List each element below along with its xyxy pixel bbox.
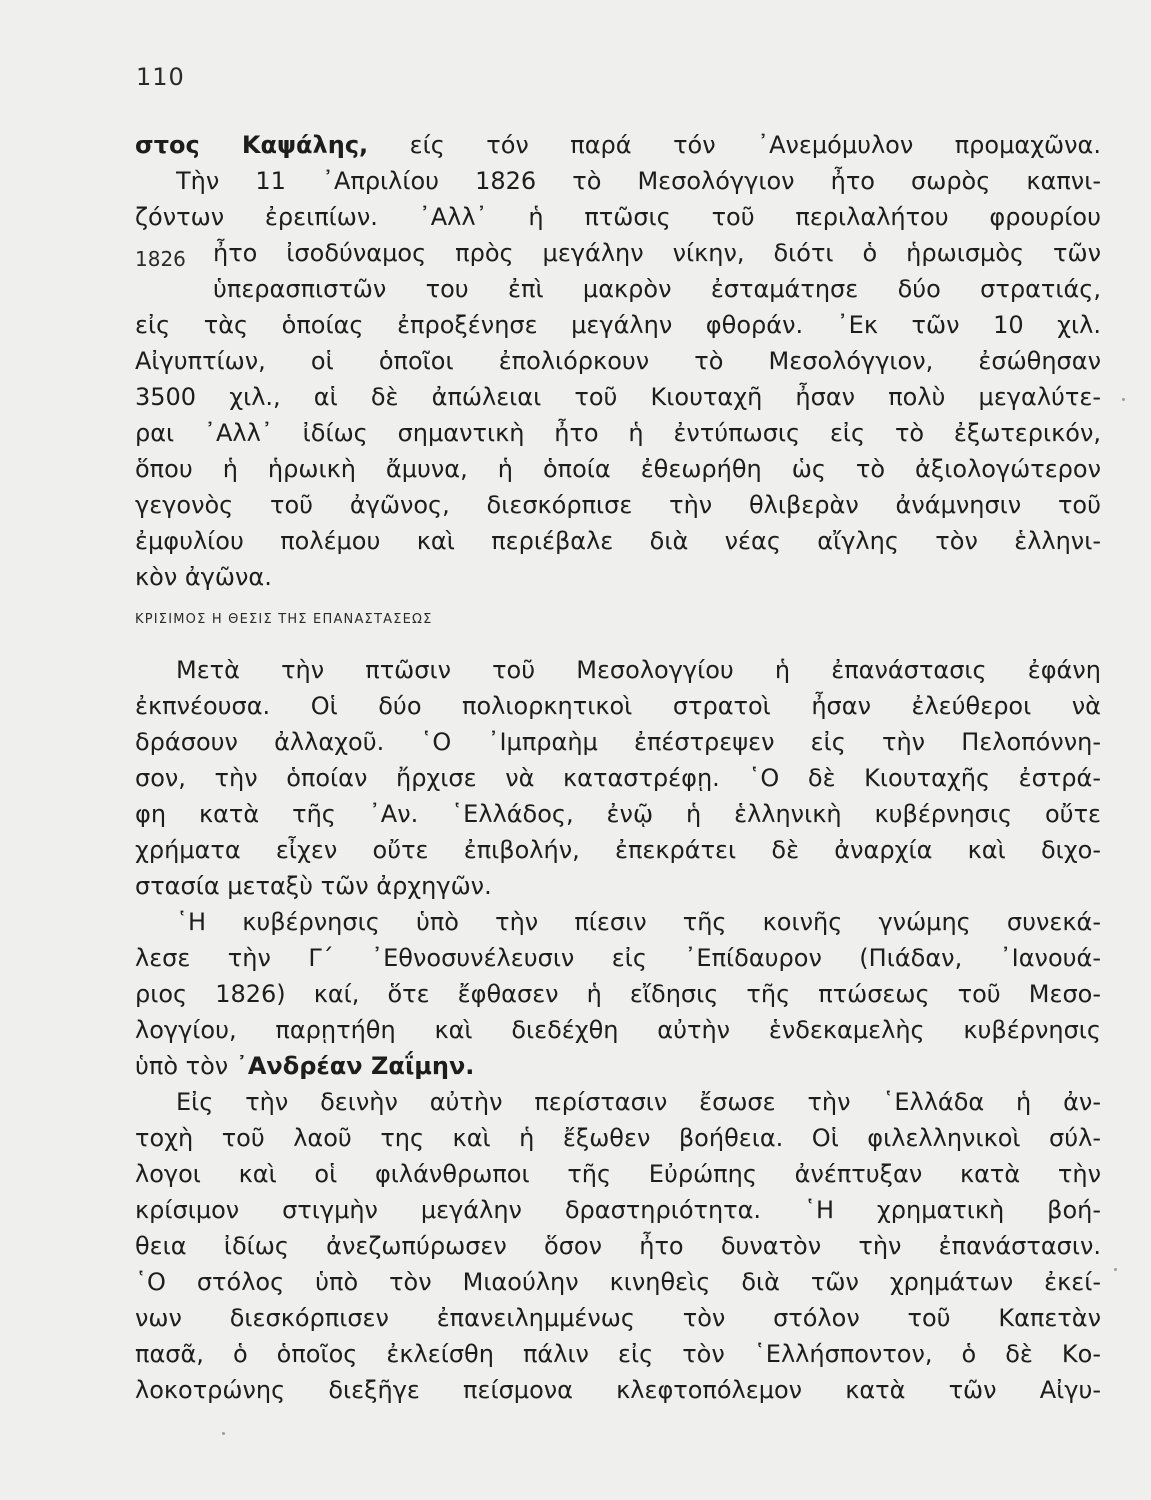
text-line: Μετὰ τὴν πτῶσιν τοῦ Μεσολογγίου ἡ ἐπανάστασις ἐφάνη bbox=[176, 656, 1101, 684]
line-text: είς τόν παρά τόν ᾽Ανεμόμυλον προμαχῶνα. bbox=[368, 131, 1101, 159]
page-number: 110 bbox=[136, 63, 185, 91]
text-line: θεια ἰδίως ἀνεζωπύρωσεν ὅσον ἦτο δυνατὸν τὴν ἐπανάστασιν. bbox=[135, 1232, 1101, 1260]
margin-year: 1826 bbox=[135, 247, 186, 271]
text-line: ραι ᾽Αλλ᾽ ἰδίως σημαντικὴ ἦτο ἡ ἐντύπωσις εἰς τὸ ἐξωτερικόν, bbox=[135, 419, 1101, 447]
text-line: λοκοτρώνης διεξῆγε πείσμονα κλεφτοπόλεμον κατὰ τῶν Αἰγυ- bbox=[135, 1376, 1101, 1404]
text-line: ζόντων ἐρειπίων. ᾽Αλλ᾽ ἡ πτῶσις τοῦ περιλαλήτου φρουρίου bbox=[135, 203, 1101, 231]
text-line: ἦτο ἰσοδύναμος πρὸς μεγάλην νίκην, διότι ὁ ἡρωισμὸς τῶν bbox=[213, 239, 1101, 267]
text-line: ἐκπνέουσα. Οἱ δύο πολιορκητικοὶ στρατοὶ ἦσαν ἐλεύθεροι νὰ bbox=[135, 692, 1101, 720]
text-line: νων διεσκόρπισεν ἐπανειλημμένως τὸν στόλον τοῦ Καπετὰν bbox=[135, 1304, 1101, 1332]
text-line: φη κατὰ τῆς ᾽Αν. ῾Ελλάδος, ἐνῷ ἡ ἑλληνικὴ κυβέρνησις οὔτε bbox=[135, 800, 1101, 828]
text-line: ῾Ο στόλος ὑπὸ τὸν Μιαούλην κινηθεὶς διὰ τῶν χρημάτων ἐκεί- bbox=[135, 1268, 1101, 1296]
text-line: λογοι καὶ οἱ φιλάνθρωποι τῆς Εὐρώπης ἀνέπτυξαν κατὰ τὴν bbox=[135, 1160, 1101, 1188]
line-text: ὑπὸ τὸν bbox=[135, 1052, 236, 1080]
bold-name: ᾽Ανδρέαν Ζαΐμην. bbox=[235, 1052, 475, 1080]
text-line: 3500 χιλ., αἱ δὲ ἀπώλειαι τοῦ Κιουταχῆ ἦσαν πολὺ μεγαλύτε- bbox=[135, 383, 1101, 411]
text-line: ῾Η κυβέρνησις ὑπὸ τὴν πίεσιν τῆς κοινῆς γνώμης συνεκά- bbox=[176, 908, 1101, 936]
text-line: Αἰγυπτίων, οἱ ὁποῖοι ἐπολιόρκουν τὸ Μεσολόγγιον, ἐσώθησαν bbox=[135, 347, 1101, 375]
text-line: ἐμφυλίου πολέμου καὶ περιέβαλε διὰ νέας αἴγλης τὸν ἑλληνι- bbox=[135, 527, 1101, 555]
text-line: πασᾶ, ὁ ὁποῖος ἐκλείσθη πάλιν εἰς τὸν ῾Ελλήσποντον, ὁ δὲ Κο- bbox=[135, 1340, 1101, 1368]
text-line: ὑπερασπιστῶν του ἐπὶ μακρὸν ἐσταμάτησε δύο στρατιάς, bbox=[213, 275, 1101, 303]
scan-speck bbox=[222, 1432, 225, 1435]
text-line: λογγίου, παρῃτήθη καὶ διεδέχθη αὐτὴν ἑνδεκαμελὴς κυβέρνησις bbox=[135, 1016, 1101, 1044]
section-heading: ΚΡΙΣΙΜΟΣ Η ΘΕΣΙΣ ΤΗΣ ΕΠΑΝΑΣΤΑΣΕΩΣ bbox=[135, 612, 433, 627]
text-line: εἰς τὰς ὁποίας ἐπροξένησε μεγάλην φθοράν. ᾽Εκ τῶν 10 χιλ. bbox=[135, 311, 1101, 339]
text-line: σον, τὴν ὁποίαν ἤρχισε νὰ καταστρέφῃ. ῾Ο δὲ Κιουταχῆς ἐστρά- bbox=[135, 764, 1101, 792]
text-line: κὸν ἀγῶνα. bbox=[135, 563, 272, 591]
text-line: Εἰς τὴν δεινὴν αὐτὴν περίστασιν ἔσωσε τὴν ῾Ελλάδα ἡ ἀν- bbox=[176, 1088, 1101, 1116]
text-line: ριος 1826) καί, ὅτε ἔφθασεν ἡ εἴδησις τῆς πτώσεως τοῦ Μεσο- bbox=[135, 980, 1101, 1008]
text-line: Τὴν 11 ᾽Απριλίου 1826 τὸ Μεσολόγγιον ἦτο σωρὸς καπνι- bbox=[176, 167, 1101, 195]
scan-speck bbox=[1114, 1268, 1117, 1271]
text-line: γεγονὸς τοῦ ἀγῶνος, διεσκόρπισε τὴν θλιβερὰν ἀνάμνησιν τοῦ bbox=[135, 491, 1101, 519]
text-line bbox=[135, 1051, 1101, 1081]
text-line bbox=[135, 130, 1101, 160]
text-line: κρίσιμον στιγμὴν μεγάλην δραστηριότητα. ῾Η χρηματικὴ βοή- bbox=[135, 1196, 1101, 1224]
text-line: λεσε τὴν Γ΄ ᾽Εθνοσυνέλευσιν εἰς ᾽Επίδαυρον (Πιάδαν, ᾽Ιανουά- bbox=[135, 944, 1101, 972]
text-line: στασία μεταξὺ τῶν ἀρχηγῶν. bbox=[135, 872, 492, 900]
text-line: ὅπου ἡ ἡρωικὴ ἄμυνα, ἡ ὁποία ἐθεωρήθη ὡς τὸ ἀξιολογώτερον bbox=[135, 455, 1101, 483]
text-line: δράσουν ἀλλαχοῦ. ῾Ο ᾽Ιμπραὴμ ἐπέστρεψεν εἰς τὴν Πελοπόννη- bbox=[135, 728, 1101, 756]
text-line: τοχὴ τοῦ λαοῦ της καὶ ἡ ἔξωθεν βοήθεια. Οἱ φιλελληνικοὶ σύλ- bbox=[135, 1124, 1101, 1152]
text-line: χρήματα εἶχεν οὔτε ἐπιβολήν, ἐπεκράτει δὲ ἀναρχία καὶ διχο- bbox=[135, 836, 1101, 864]
scan-speck bbox=[1122, 398, 1125, 401]
bold-name: στος Καψάλης, bbox=[135, 131, 369, 159]
